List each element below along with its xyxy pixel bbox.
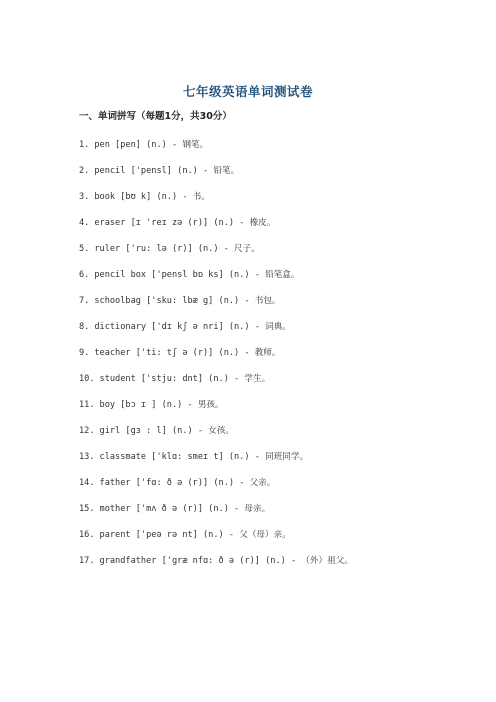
item-number: 3. [79, 192, 90, 202]
item-text: teacher ['ti: tʃ ə (r)] (n.) - 教师。 [94, 348, 281, 358]
item-number: 8. [79, 322, 90, 332]
item-text: boy [bɔ ɪ ] (n.) - 男孩。 [99, 400, 224, 410]
list-item [79, 372, 479, 398]
item-number: 2. [79, 166, 90, 176]
item-text: ruler ['ru: lə (r)] (n.) - 尺子。 [94, 244, 260, 254]
item-text: classmate ['klɑ: smeɪ t] (n.) - 同班同学。 [99, 452, 309, 462]
item-number: 16. [79, 530, 95, 540]
item-number: 1. [79, 140, 90, 150]
item-number: 15. [79, 504, 95, 514]
item-text: student ['stju: dnt] (n.) - 学生。 [99, 374, 271, 384]
item-number: 17. [79, 556, 95, 566]
item-number: 7. [79, 296, 90, 306]
item-number: 13. [79, 452, 95, 462]
list-item [79, 398, 479, 424]
page-title: 七年级英语单词测试卷 [182, 84, 313, 99]
item-number: 4. [79, 218, 90, 228]
list-item [79, 450, 479, 476]
item-text: eraser [ɪ 'reɪ zə (r)] (n.) - 橡皮。 [94, 218, 276, 228]
list-item [79, 554, 479, 580]
section-heading: 一、单词拼写（每题1分，共30分） [79, 111, 232, 122]
item-text: father ['fɑ: ð ə (r)] (n.) - 父亲。 [99, 478, 276, 488]
item-number: 12. [79, 426, 95, 436]
item-text: book [bʊ k] (n.) - 书。 [94, 192, 210, 202]
list-item [79, 476, 479, 502]
list-item [79, 268, 479, 294]
item-number: 5. [79, 244, 90, 254]
item-number: 9. [79, 348, 90, 358]
item-text: pen [pen] (n.) - 钢笔。 [94, 140, 209, 150]
item-text: pencil ['pensl] (n.) - 铅笔。 [94, 166, 240, 176]
list-item [79, 346, 479, 372]
list-item [79, 138, 479, 164]
item-text: mother ['mʌ ð ə (r)] (n.) - 母亲。 [99, 504, 271, 514]
item-text: grandfather ['græ nfɑ: ð ə (r)] (n.) - （外）祖父。 [99, 556, 353, 566]
item-text: dictionary ['dɪ kʃ ə nri] (n.) - 词典。 [94, 322, 291, 332]
item-text: pencil box ['pensl bɒ ks] (n.) - 铅笔盒。 [94, 270, 300, 280]
item-text: girl [gɜ : l] (n.) - 女孩。 [99, 426, 234, 436]
list-item [79, 502, 479, 528]
list-item [79, 320, 479, 346]
item-text: parent ['peə rə nt] (n.) - 父（母）亲。 [99, 530, 291, 540]
list-item [79, 190, 479, 216]
list-item [79, 528, 479, 554]
list-item [79, 216, 479, 242]
word-list [79, 138, 479, 580]
item-text: schoolbag ['sku: lbæ g] (n.) - 书包。 [94, 296, 281, 306]
item-number: 11. [79, 400, 95, 410]
list-item [79, 294, 479, 320]
list-item [79, 242, 479, 268]
list-item [79, 424, 479, 450]
item-number: 6. [79, 270, 90, 280]
item-number: 10. [79, 374, 95, 384]
item-number: 14. [79, 478, 95, 488]
list-item [79, 164, 479, 190]
